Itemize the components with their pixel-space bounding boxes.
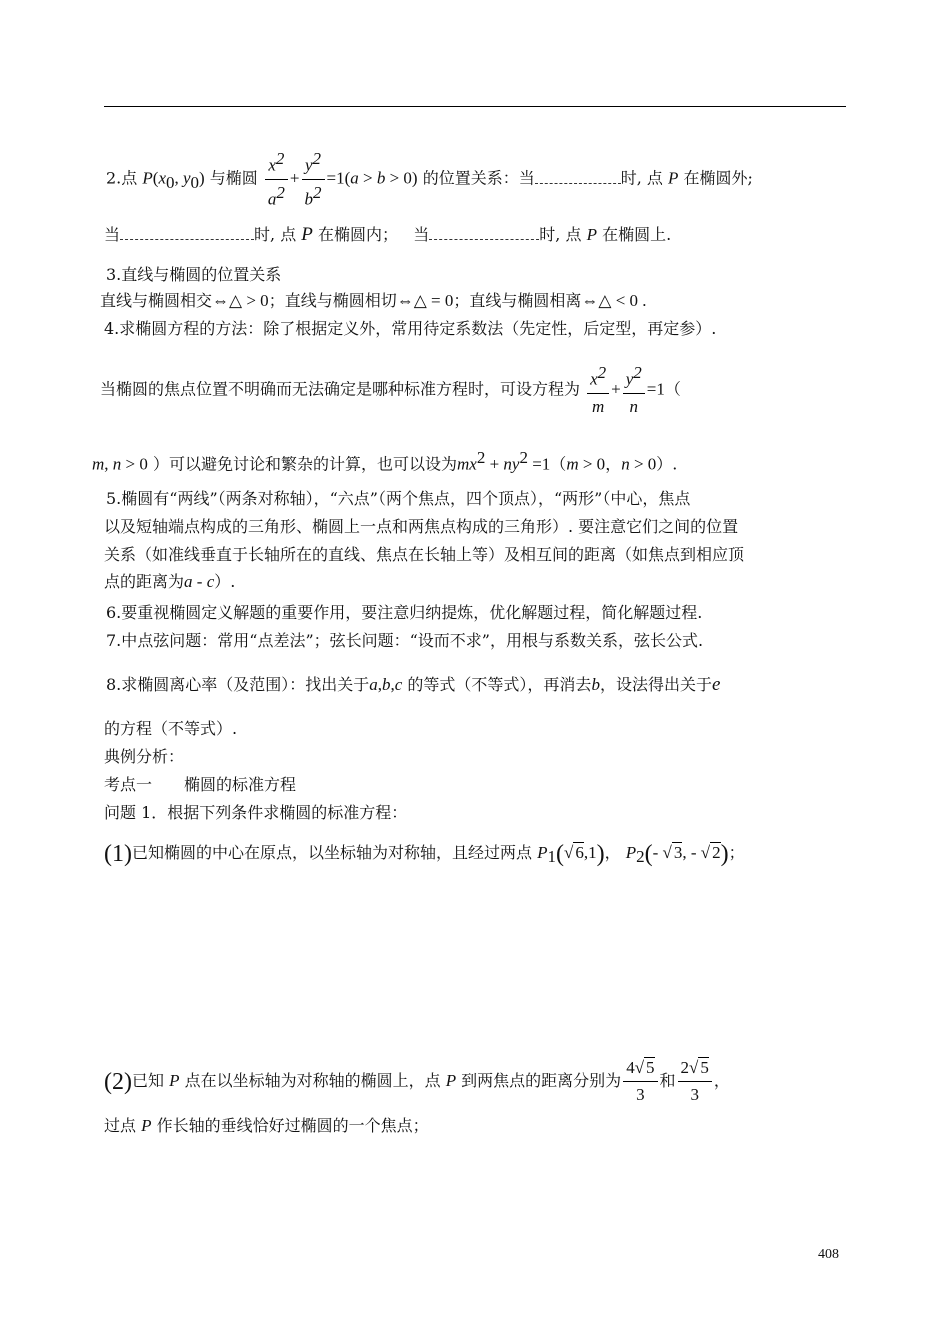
text: ）. <box>656 454 678 474</box>
item3-relations: 直线与椭圆相交⇔△ > 0；直线与椭圆相切⇔△ = 0；直线与椭圆相离⇔△ < 0 . <box>100 291 647 310</box>
item3-title: 3.直线与椭圆的位置关系 <box>106 265 282 284</box>
fraction-4sqrt5-3: $\frac{4√ 5}{3}$ <box>623 1057 657 1106</box>
text: 8.求椭圆离心率（及范围）：找出关于 <box>106 675 370 694</box>
fraction-2sqrt5-3: $\frac{2√ 5}{3}$ <box>678 1057 712 1106</box>
text: ， <box>713 1071 730 1090</box>
text: 到两焦点的距离分别为 <box>461 1071 622 1090</box>
item5-line4: 点的距离为a - c）. <box>104 572 236 591</box>
item7: 7.中点弦问题：常用“点差法”；弦长问题：“设而不求”，用根与系数关系，弦长公式. <box>106 631 704 650</box>
text: （ <box>664 379 681 399</box>
text: 过点 <box>104 1116 137 1135</box>
item6: 6.要重视椭圆定义解题的重要作用，要注意归纳提炼，优化解题过程，简化解题过程. <box>106 603 703 622</box>
text: ， <box>605 454 622 474</box>
question-number: (2) <box>104 1069 132 1095</box>
page-number: 408 <box>818 1247 839 1262</box>
blank-outside[interactable] <box>535 169 621 184</box>
text: 2.点 <box>106 168 138 188</box>
question-2: (2)已知 P 点在以坐标轴为对称轴的椭圆上，点 P 到两焦点的距离分别为 $\frac{4√ 5}{3}$ 和 $\frac{2√ 5}{3}$ ， <box>104 1058 730 1104</box>
text: 作长轴的垂线恰好过椭圆的一个焦点； <box>156 1116 429 1135</box>
text: ；直线与椭圆相离 <box>453 291 582 310</box>
fraction-y2-n: $\frac{y^2}{n}$ <box>623 362 645 418</box>
item8-line1: 8.求椭圆离心率（及范围）：找出关于a,b,c 的等式（不等式），再消去b，设法得出关于e <box>106 674 721 695</box>
text: 点在以坐标轴为对称轴的椭圆上，点 <box>184 1071 441 1090</box>
text: 已知 <box>131 1071 164 1090</box>
item5-line1: 5.椭圆有“两线”（两条对称轴），“六点”（两个焦点，四个顶点），“两形”（中心，焦点 <box>106 489 691 508</box>
item4-line3: m, n > 0 ）可以避免讨论和繁杂的计算，也可以设为$mx^2 + ny^2 =1(m > 0$，n > 0）. <box>92 448 678 474</box>
text: 的等式（不等式），再消去 <box>407 675 592 694</box>
text: 和 <box>659 1071 676 1090</box>
blank-on[interactable] <box>429 225 539 240</box>
item5-line2: 以及短轴端点构成的三角形、椭圆上一点和两焦点构成的三角形）. 要注意它们之间的位置 <box>104 517 739 536</box>
item2-line2: 当 时, 点 P 在椭圆内； 当 时, 点 P 在椭圆上. <box>104 224 672 245</box>
text: 直线与椭圆相交 <box>100 291 213 310</box>
item8-line2: 的方程（不等式）. <box>104 719 238 738</box>
text: 时, 点 <box>620 168 663 188</box>
text: ； <box>728 843 745 862</box>
text: 当 <box>413 225 430 244</box>
header-rule <box>104 106 846 107</box>
text: 的位置关系：当 <box>422 168 535 188</box>
text: 与椭圆 <box>209 168 258 188</box>
item4-line1: 4.求椭圆方程的方法：除了根据定义外，常用待定系数法（先定性，后定型，再定参）. <box>104 319 717 338</box>
text: 当 <box>104 225 121 244</box>
fraction-x2-m: $\frac{x^2}{m}$ <box>587 362 609 418</box>
text: 时, 点 <box>539 225 582 244</box>
fraction-x2-a2: $\frac{x^2}{a^2}$ <box>265 148 288 210</box>
text: 当椭圆的焦点位置不明确而无法确定是哪种标准方程时，可设方程为 <box>100 379 581 399</box>
text: ）可以避免讨论和繁杂的计算，也可以设为 <box>152 454 457 474</box>
item4-line2: 当椭圆的焦点位置不明确而无法确定是哪种标准方程时，可设方程为 $\frac{x^2}{m}$ + $\frac{y^2}{n}$ =1（ <box>100 363 681 416</box>
text: 已知椭圆的中心在原点，以坐标轴为对称轴，且经过两点 <box>131 843 532 862</box>
text: （ <box>550 454 567 474</box>
text: ， <box>604 843 621 862</box>
blank-inside[interactable] <box>120 225 254 240</box>
item5-line3: 关系（如准线垂直于长轴所在的直线、焦点在长轴上等）及相互间的距离（如焦点到相应顶 <box>104 545 745 564</box>
text: ，设法得出关于 <box>599 675 712 694</box>
question-number: (1) <box>104 841 132 867</box>
question-1: (1)已知椭圆的中心在原点，以坐标轴为对称轴，且经过两点 $P_1(√$ 6,1)， $P_2(-$ √ 3, - √ 2)； <box>104 841 745 867</box>
text: 在椭圆上. <box>602 225 672 244</box>
problem-1: 问题 1．根据下列条件求椭圆的标准方程： <box>104 803 408 822</box>
text: 时, 点 <box>254 225 297 244</box>
text: ；直线与椭圆相切 <box>268 291 397 310</box>
text: 在椭圆外; <box>683 168 753 188</box>
question-2-line2: 过点 P 作长轴的垂线恰好过椭圆的一个焦点； <box>104 1116 429 1135</box>
text: 在椭圆内； <box>318 225 399 244</box>
kaodian: 考点一 椭圆的标准方程 <box>104 775 297 794</box>
item2-line1: 2.点 $P(x_0$, $y_0$) 与椭圆 $\frac{x^2}{a^2}$ + $\frac{y^2}{b^2}$ =1(a > b > 0) 的位置关系：当 时, 点 P 在椭圆外; <box>106 149 753 209</box>
text: 点的距离为 <box>104 572 185 591</box>
text: ）. <box>214 572 236 591</box>
example-heading: 典例分析： <box>104 747 185 766</box>
fraction-y2-b2: $\frac{y^2}{b^2}$ <box>302 148 325 210</box>
